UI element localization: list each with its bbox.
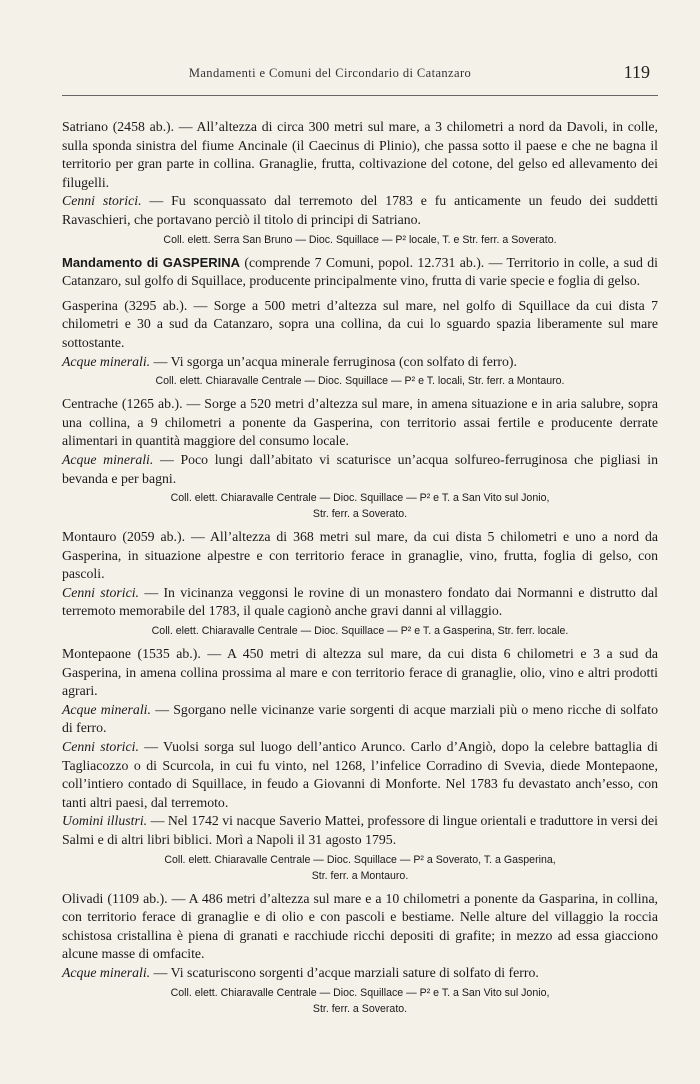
coll-elett-block xyxy=(62,490,658,522)
header-rule xyxy=(62,95,658,96)
entry-population: (2059 ab.). xyxy=(122,529,186,545)
coll-elett-block xyxy=(62,985,658,1017)
section-acque-minerali xyxy=(62,353,658,372)
page-number: 119 xyxy=(623,62,650,82)
coll-elett-line: Str. ferr. a Soverato. xyxy=(312,508,408,521)
coll-elett-line: Str. ferr. a Soverato. xyxy=(312,1002,408,1015)
entry-population: (2458 ab.). xyxy=(112,119,175,134)
section-acque-minerali xyxy=(62,701,658,738)
running-title: Mandamenti e Comuni del Circondario di Catanzaro xyxy=(188,66,472,80)
section-text: — Vi sgorga un’acqua minerale ferruginosa (con solfato di ferro). xyxy=(150,353,517,369)
section-text: — Vuolsi sorga sul luogo dell’antico Arunco. Carlo d’Angiò, dopo la celebre battaglia di Tagliacozzo o di Scurcola, in cui fu vinto, nel 1268, l’infelice Corradino di Svevia, diede Montepaone, coll’intiero contado di Squillace, in feudo a Giovanni di Monforte. Nel 1783 fu devastato anch’esso, con tanti altri paesi, dal terremoto. xyxy=(62,739,658,810)
entry-centrache xyxy=(62,395,658,451)
section-label: Acque minerali. xyxy=(62,964,151,980)
entry-satriano xyxy=(62,118,658,192)
section-label: Uomini illustri. xyxy=(62,813,148,829)
entry-text: — All’altezza di circa 300 metri sul mare, a 3 chilometri a nord da Davoli, in colle, sulla sponda sinistra del fiume Ancinale (il Caecinus di Plinio), che passa sotto il paese e che ne bagna il territorio per gran parte in collina. Granaglie, frutta, coltivazione del cotone, del gelso ed allevamento dei filugelli. xyxy=(62,119,659,190)
entry-montepaone xyxy=(62,645,658,701)
mandamento-name: Mandamento di GASPERINA xyxy=(62,254,241,270)
coll-elett-line: Coll. elett. Chiaravalle Centrale — Dioc. Squillace — P² a Soverato, T. a Gasperina, xyxy=(164,853,556,866)
section-label: Cenni storici. xyxy=(62,193,142,209)
entry-name: Montepaone xyxy=(62,646,131,662)
section-text: — In vicinanza veggonsi le rovine di un monastero fondato dai Normanni e distrutto dal terremoto memorabile del 1783, il quale cagionò anche gravi danni al villaggio. xyxy=(62,584,658,619)
mandamento-gasperina xyxy=(62,254,658,291)
section-cenni-storici xyxy=(62,584,658,621)
entry-name: Montauro xyxy=(62,529,117,545)
entry-montauro xyxy=(62,528,658,584)
entry-name: Olivadi xyxy=(62,890,104,906)
coll-elett-line: Coll. elett. Chiaravalle Centrale — Dioc. Squillace — P² e T. a San Vito sul Jonio, xyxy=(170,492,550,505)
coll-elett-line: Coll. elett. Chiaravalle Centrale — Dioc. Squillace — P² e T. a San Vito sul Jonio, xyxy=(170,986,550,999)
section-label: Acque minerali. xyxy=(62,701,151,717)
coll-elett-line: Str. ferr. a Montauro. xyxy=(311,869,409,882)
section-text: — Vi scaturiscono sorgenti d’acque marziali sature di solfato di ferro. xyxy=(150,964,539,980)
entry-olivadi xyxy=(62,890,658,964)
coll-elett-block xyxy=(62,852,658,884)
section-label: Cenni storici. xyxy=(62,739,139,755)
page-body xyxy=(62,112,658,1021)
coll-elett-line: Coll. elett. Serra San Bruno — Dioc. Squillace — P² locale, T. e Str. ferr. a Soverato. xyxy=(163,233,557,246)
entry-population: (3295 ab.). xyxy=(124,297,188,313)
entry-population: (1109 ab.). xyxy=(107,890,168,906)
section-cenni-storici xyxy=(62,192,658,229)
section-uomini-illustri xyxy=(62,812,658,849)
section-cenni-storici xyxy=(62,738,658,812)
coll-elett-line: Coll. elett. Chiaravalle Centrale — Dioc. Squillace — P² e T. locali, Str. ferr. a Montauro. xyxy=(155,375,565,388)
section-label: Acque minerali. xyxy=(62,353,151,369)
section-label: Acque minerali. xyxy=(62,451,154,467)
entry-text: — A 450 metri di altezza sul mare, da cui dista 6 chilometri e 3 a sud da Gasperina, in amena collina prossima al mare e con territorio ferace di granaglie, olio, vino e altri prodotti agrari. xyxy=(62,646,658,699)
section-acque-minerali xyxy=(62,964,658,983)
page-header xyxy=(62,62,658,86)
coll-elett-line: Coll. elett. Chiaravalle Centrale — Dioc. Squillace — P² e T. a Gasperina, Str. ferr. locale. xyxy=(151,625,569,638)
section-text: — Fu sconquassato dal terremoto del 1783 e fu anticamente un feudo dei suddetti Ravaschieri, che portavano perciò il titolo di principi di Satriano. xyxy=(62,193,658,227)
section-text: — Nel 1742 vi nacque Saverio Mattei, professore di lingue orientali e traduttore in versi dei Salmi e di altri libri biblici. Morì a Napoli il 31 agosto 1795. xyxy=(62,813,658,847)
entry-gasperina xyxy=(62,297,658,353)
section-text: — Poco lungi dall’abitato vi scaturisce un’acqua solfureo-ferruginosa che pigliasi in bevanda e per bagni. xyxy=(62,451,659,486)
mandamento-text: (comprende 7 Comuni, popol. 12.731 ab.). — Territorio in colle, a sud di Catanzaro, sul golfo di Squillace, producente principalmente vino, frutta di varie specie e foglia di gelso. xyxy=(62,254,658,289)
section-text: — Sgorgano nelle vicinanze varie sorgenti di acque marziali più o meno ricche di solfato di ferro. xyxy=(62,701,658,736)
entry-text: — All’altezza di 368 metri sul mare, da cui dista 5 chilometri e uno a nord da Gasperina, in situazione alpestre e con territorio ferace in granaglie, vino, frutta, foglia di gelso, con pascoli. xyxy=(62,529,659,582)
entry-name: Satriano xyxy=(62,119,108,134)
section-acque-minerali xyxy=(62,451,658,488)
entry-name: Gasperina xyxy=(62,297,118,313)
section-label: Cenni storici. xyxy=(62,584,139,600)
entry-name: Centrache xyxy=(62,396,118,412)
entry-text: — A 486 metri d’altezza sul mare e a 10 chilometri a ponente da Gasparina, in collina, con territorio ferace di granaglie e di olio e con pascoli e bestiame. Nelle alture del villaggio la roccia schistosa cristallina è piena di granati e racchiude ricchi depositi di grafite; in mezzo ad essa giacciono alcune masse di omfacite. xyxy=(62,890,659,962)
entry-population: (1535 ab.). xyxy=(137,646,201,662)
entry-text: — Sorge a 500 metri d’altezza sul mare, nel golfo di Squillace da cui dista 7 chilometri e 30 a sud da Catanzaro, sopra una collina, da cui lo sguardo spazia liberamente sul mare sottostante. xyxy=(62,297,658,350)
entry-population: (1265 ab.). xyxy=(121,396,183,412)
entry-text: — Sorge a 520 metri d’altezza sul mare, in amena situazione e in aria salubre, sopra una collina, a 9 chilometri a ponente da Gasperina, con territorio assai fertile e producente derrate alimentari in quantità maggiore del consumo locale. xyxy=(62,396,658,449)
